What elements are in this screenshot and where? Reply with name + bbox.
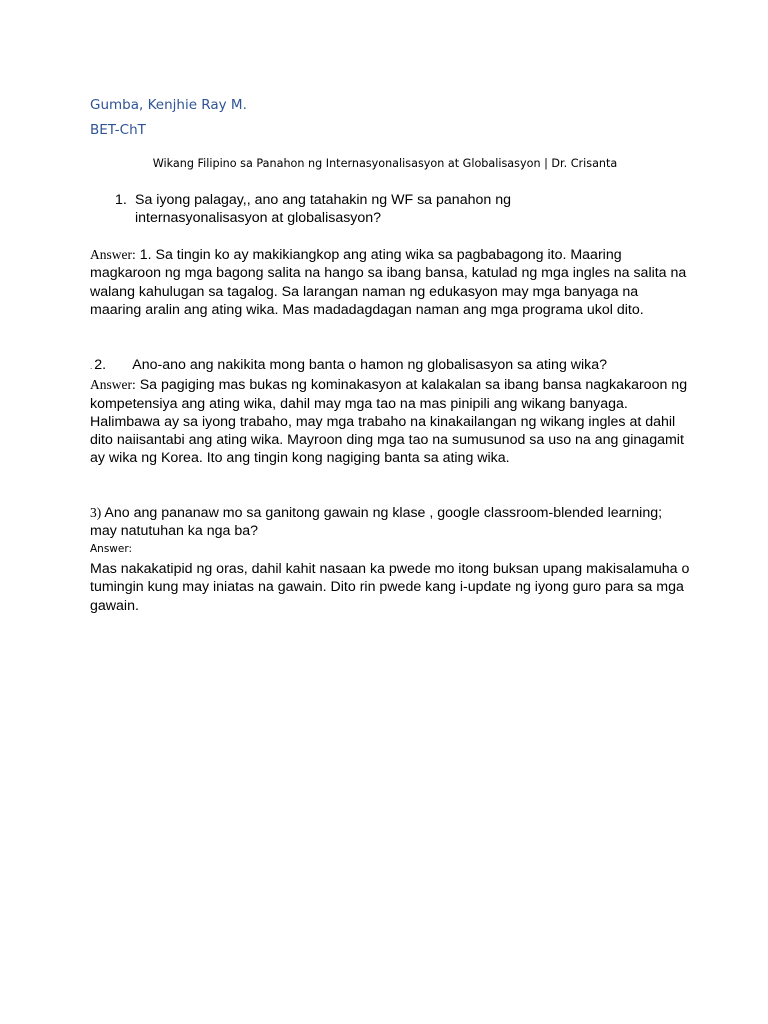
question-2-text: Ano-ano ang nakikita mong banta o hamon ng globalisasyon sa ating wika? — [132, 357, 608, 373]
answer-3-label: Answer: — [90, 543, 133, 555]
answer-2-text: Sa pagiging mas bukas ng kominakasyon at kalakalan sa ibang bansa nagkakaroon ng kompetensiya ang ating wika, dahil may mga tao na mas pinipili ang wikang banyaga. Halimbawa ay sa iyong trabaho, may mga trabaho na kinakailangan ng wikang ingles at dahil dito naiisantabi ang ating wika. Mayroon ding mga tao na sumusunod sa uso na ang ginagamit ay wika ng Korea. Ito ang tingin kong nagiging banta sa ating wika. — [90, 377, 688, 467]
question-2 — [90, 356, 690, 468]
answer-2-label: Answer: — [90, 377, 136, 393]
question-3 — [90, 504, 690, 541]
answer-1-text: 1. Sa tingin ko ay makikiangkop ang ating wika sa pagbabagong ito. Maaring magkaroon ng mga bagong salita na hango sa ibang bansa, katulad ng mga ingles na salita na walang kahulugan sa tagalog. Sa larangan naman ng edukasyon may mga banyaga na maaring aralin ang ating wika. Mas madadagdagan naman ang mga programa ukol dito. — [90, 247, 687, 318]
question-2-prefix: . — [90, 362, 93, 371]
question-1 — [115, 191, 675, 228]
author-name: Gumba, Kenjhie Ray M. — [90, 97, 247, 113]
question-3-number: 3) — [90, 505, 102, 520]
question-3-text: Ano ang pananaw mo sa ganitong gawain ng klase , google classroom-blended learning; may natutuhan ka nga ba? — [90, 505, 663, 540]
answer-1 — [90, 246, 690, 319]
program-code: BET-ChT — [90, 122, 146, 138]
answer-1-label: Answer: — [90, 247, 136, 262]
question-2-number: 2. — [94, 357, 107, 373]
answer-3-text: Mas nakakatipid ng oras, dahil kahit nasaan ka pwede mo itong buksan upang makisalamuha o tumingin kung may iniatas na gawain. Dito rin pwede kang i-update ng iyong guro para sa mga gawain. — [90, 561, 690, 614]
document-title: Wikang Filipino sa Panahon ng Internasyonalisasyon at Globalisasyon | Dr. Crisanta — [152, 157, 618, 170]
question-1-text: Sa iyong palagay,, ano ang tatahakin ng WF sa panahon ng internasyonalisasyon at globalisasyon? — [135, 192, 511, 227]
question-1-number: 1. — [115, 192, 127, 208]
